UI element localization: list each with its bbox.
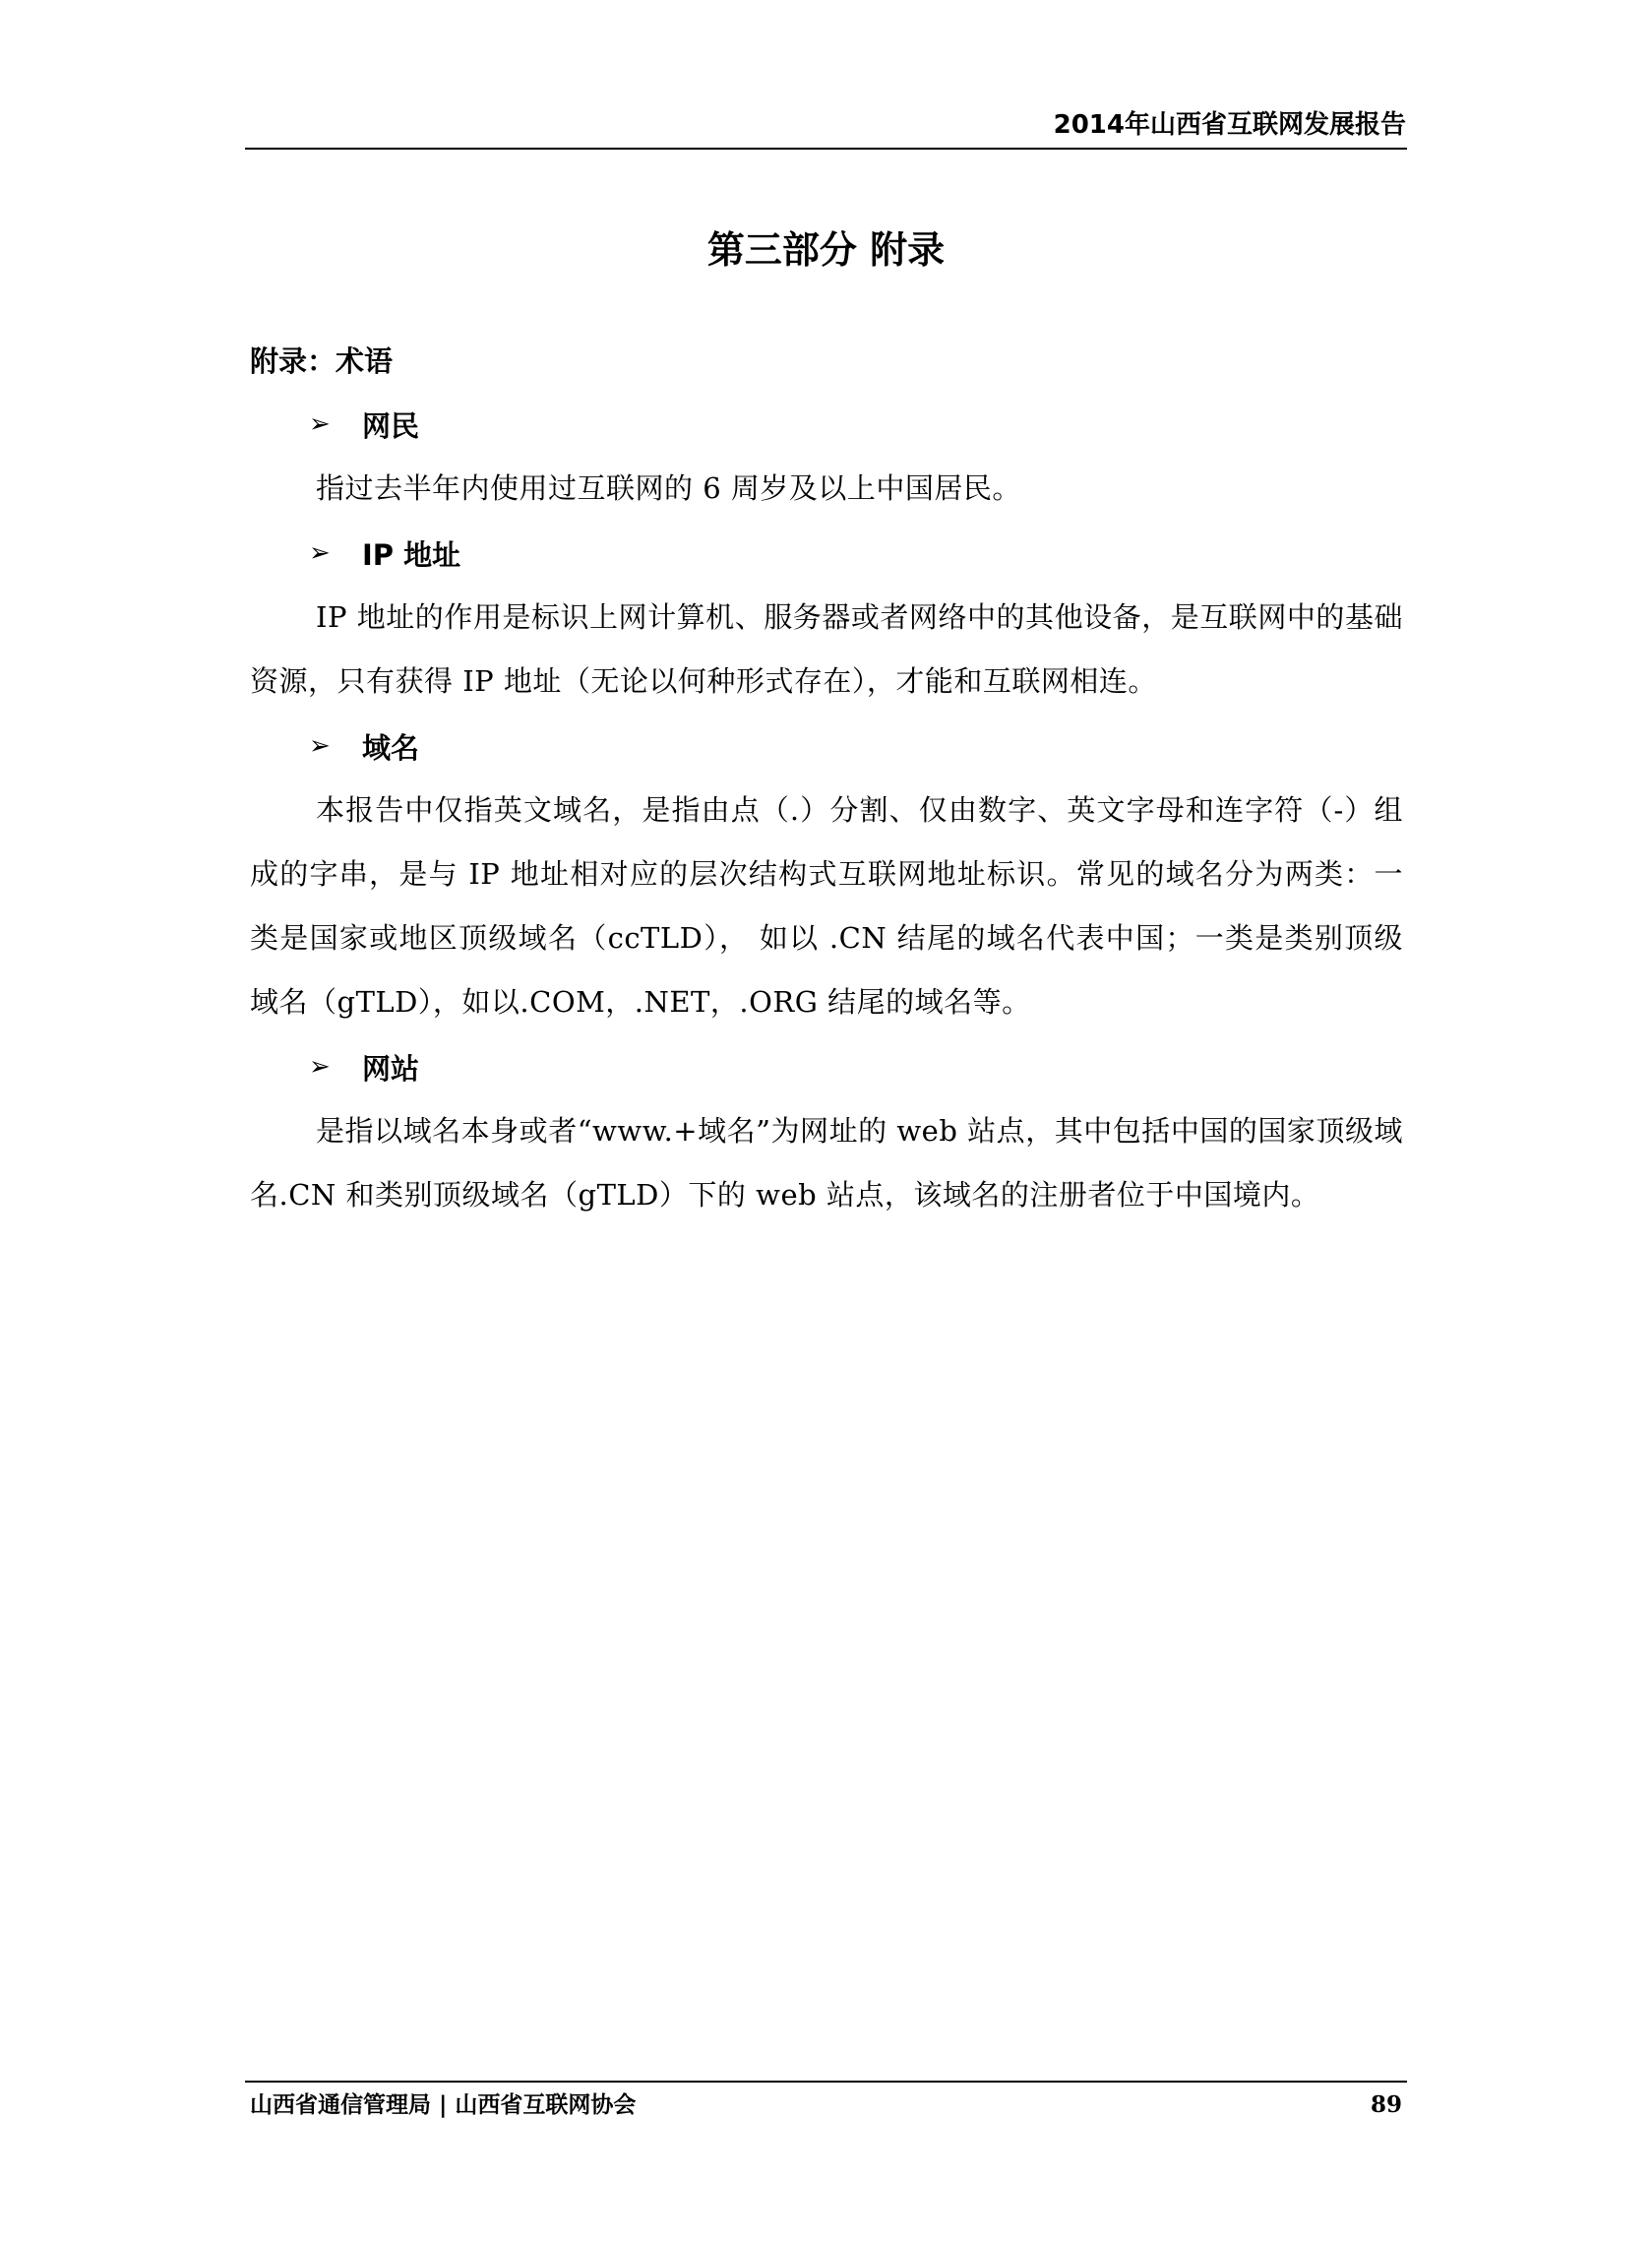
- term-definition-domain: 本报告中仅指英文域名，是指由点（.）分割、仅由数字、英文字母和连字符（-）组成的字串，是与 IP 地址相对应的层次结构式互联网地址标识。常见的域名分为两类：一类是国家或地区顶级域名（ccTLD）， 如以 .CN 结尾的域名代表中国；一类是类别顶级域名（gTLD），如以.COM，.NET，.ORG 结尾的域名等。: [250, 793, 1403, 1019]
- arrow-bullet-icon: ➢: [309, 409, 331, 439]
- term-heading-website: [309, 1034, 1403, 1099]
- section-title: 附录：术语: [250, 344, 394, 378]
- running-header: 2014年山西省互联网发展报告: [1053, 110, 1406, 140]
- main-content: [250, 331, 1403, 1227]
- header-divider: [245, 148, 1407, 150]
- term-definition-ip-address: IP 地址的作用是标识上网计算机、服务器或者网络中的其他设备，是互联网中的基础资源，只有获得 IP 地址（无论以何种形式存在），才能和互联网相连。: [250, 600, 1403, 698]
- term-definition-website: 是指以域名本身或者“www.+域名”为网址的 web 站点，其中包括中国的国家顶级域名.CN 和类别顶级域名（gTLD）下的 web 站点，该域名的注册者位于中国境内。: [250, 1114, 1403, 1212]
- term-label: 域名: [362, 730, 420, 765]
- page-title: 第三部分 附录: [706, 228, 946, 272]
- page-number: 89: [1370, 2091, 1402, 2118]
- arrow-bullet-icon: ➢: [309, 1052, 331, 1082]
- term-heading-netizen: [309, 392, 1403, 457]
- term-label: 网站: [362, 1051, 420, 1086]
- arrow-bullet-icon: ➢: [309, 538, 331, 568]
- footer-divider: [245, 2081, 1407, 2083]
- term-definition-netizen: 指过去半年内使用过互联网的 6 周岁及以上中国居民。: [316, 471, 1021, 505]
- term-label: IP 地址: [362, 537, 461, 572]
- term-label: 网民: [362, 408, 420, 443]
- term-heading-domain: [309, 714, 1403, 778]
- arrow-bullet-icon: ➢: [309, 731, 331, 761]
- footer-publisher: 山西省通信管理局 | 山西省互联网协会: [250, 2092, 637, 2118]
- term-heading-ip-address: [309, 521, 1403, 586]
